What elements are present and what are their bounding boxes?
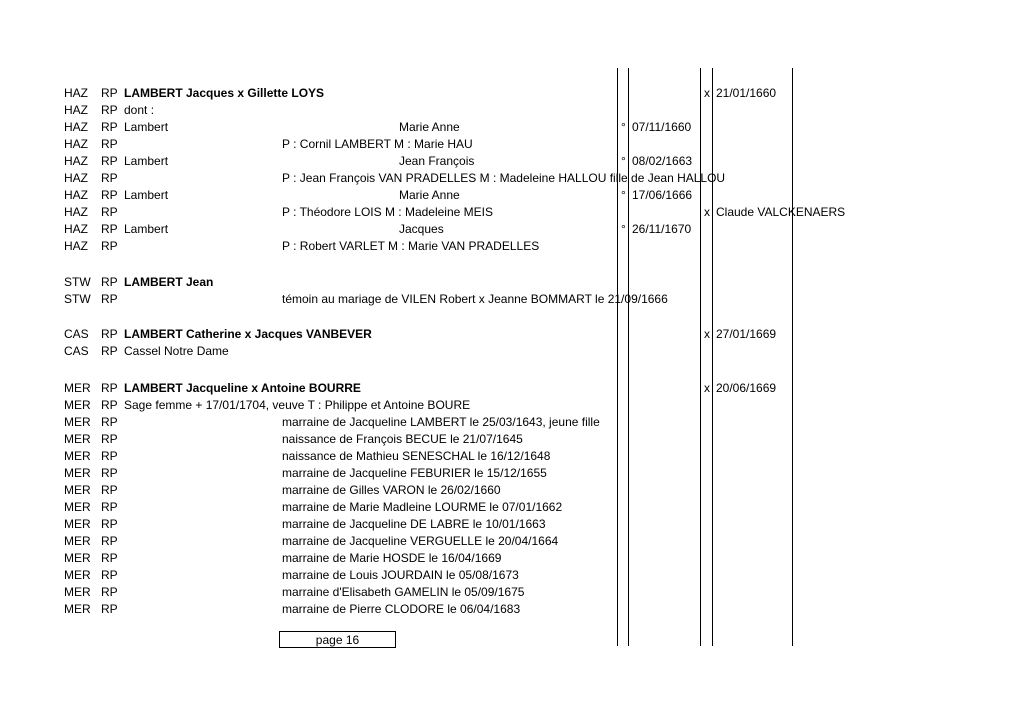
record-row bbox=[0, 380, 1024, 397]
page-number-box: page 16 bbox=[279, 631, 396, 648]
record-code: MER bbox=[64, 432, 91, 446]
record-row bbox=[0, 584, 1024, 601]
record-source: RP bbox=[101, 103, 118, 117]
birth-symbol: ° bbox=[621, 222, 626, 236]
birth-symbol: ° bbox=[621, 120, 626, 134]
record-detail: marraine de Marie HOSDE le 16/04/1669 bbox=[282, 551, 502, 565]
marriage-date: 21/01/1660 bbox=[716, 86, 777, 100]
birth-date: 26/11/1670 bbox=[632, 222, 692, 236]
record-code: HAZ bbox=[64, 222, 88, 236]
record-detail: naissance de François BECUE le 21/07/1645 bbox=[282, 432, 523, 446]
record-row bbox=[0, 499, 1024, 516]
marriage-symbol: x bbox=[704, 86, 710, 100]
record-source: RP bbox=[101, 500, 118, 514]
record-code: HAZ bbox=[64, 86, 88, 100]
record-code: HAZ bbox=[64, 239, 88, 253]
record-code: HAZ bbox=[64, 120, 88, 134]
record-surname: Lambert bbox=[124, 188, 169, 202]
record-row bbox=[0, 153, 1024, 170]
record-code: MER bbox=[64, 551, 91, 565]
birth-date: 17/06/1666 bbox=[632, 188, 693, 202]
record-code: MER bbox=[64, 398, 91, 412]
birth-date: 08/02/1663 bbox=[632, 154, 693, 168]
birth-symbol: ° bbox=[621, 188, 626, 202]
record-firstname: Marie Anne bbox=[399, 188, 460, 202]
record-title: LAMBERT Jean bbox=[124, 275, 214, 289]
record-title: LAMBERT Jacques x Gillette LOYS bbox=[124, 86, 325, 100]
record-surname: Lambert bbox=[124, 222, 169, 236]
record-code: HAZ bbox=[64, 188, 88, 202]
record-source: RP bbox=[101, 483, 118, 497]
birth-symbol: ° bbox=[621, 154, 626, 168]
record-row bbox=[0, 431, 1024, 448]
record-source: RP bbox=[101, 188, 118, 202]
record-source: RP bbox=[101, 86, 118, 100]
record-title: LAMBERT Catherine x Jacques VANBEVER bbox=[124, 327, 372, 341]
record-row bbox=[0, 187, 1024, 204]
record-firstname: Marie Anne bbox=[399, 120, 460, 134]
record-code: MER bbox=[64, 517, 91, 531]
record-source: RP bbox=[101, 171, 118, 185]
record-row bbox=[0, 601, 1024, 618]
record-detail: P : Théodore LOIS M : Madeleine MEIS bbox=[282, 205, 493, 219]
record-detail: marraine d'Elisabeth GAMELIN le 05/09/1675 bbox=[282, 585, 525, 599]
record-source: RP bbox=[101, 551, 118, 565]
record-row bbox=[0, 343, 1024, 360]
record-source: RP bbox=[101, 449, 118, 463]
record-code: MER bbox=[64, 500, 91, 514]
record-source: RP bbox=[101, 205, 118, 219]
marriage-symbol: x bbox=[704, 381, 710, 395]
record-row bbox=[0, 414, 1024, 431]
record-row bbox=[0, 516, 1024, 533]
record-source: RP bbox=[101, 415, 118, 429]
record-source: RP bbox=[101, 292, 118, 306]
record-detail: marraine de Marie Madleine LOURME le 07/01/1662 bbox=[282, 500, 563, 514]
record-firstname: Jacques bbox=[399, 222, 444, 236]
record-code: HAZ bbox=[64, 154, 88, 168]
record-row bbox=[0, 204, 1024, 221]
record-row bbox=[0, 533, 1024, 550]
record-detail: marraine de Louis JOURDAIN le 05/08/1673 bbox=[282, 568, 519, 582]
record-row bbox=[0, 291, 1024, 308]
record-row bbox=[0, 221, 1024, 238]
record-code: MER bbox=[64, 415, 91, 429]
marriage-date: 27/01/1669 bbox=[716, 327, 777, 341]
record-source: RP bbox=[101, 137, 118, 151]
record-row bbox=[0, 448, 1024, 465]
record-detail: marraine de Gilles VARON le 26/02/1660 bbox=[282, 483, 501, 497]
record-surname: Lambert bbox=[124, 120, 169, 134]
record-row bbox=[0, 170, 1024, 187]
record-source: RP bbox=[101, 398, 118, 412]
record-row bbox=[0, 567, 1024, 584]
record-text: Cassel Notre Dame bbox=[124, 344, 229, 358]
record-source: RP bbox=[101, 120, 118, 134]
record-firstname: Jean François bbox=[399, 154, 475, 168]
record-row bbox=[0, 85, 1024, 102]
record-source: RP bbox=[101, 568, 118, 582]
record-source: RP bbox=[101, 222, 118, 236]
record-detail: P : Robert VARLET M : Marie VAN PRADELLES bbox=[282, 239, 540, 253]
record-code: STW bbox=[64, 292, 91, 306]
record-row bbox=[0, 238, 1024, 255]
record-detail: témoin au mariage de VILEN Robert x Jeanne BOMMART le 21/09/1666 bbox=[282, 292, 668, 306]
record-row bbox=[0, 550, 1024, 567]
record-source: RP bbox=[101, 344, 118, 358]
record-detail: marraine de Jacqueline FEBURIER le 15/12/1655 bbox=[282, 466, 547, 480]
record-text: Sage femme + 17/01/1704, veuve T : Philippe et Antoine BOURE bbox=[124, 398, 471, 412]
record-source: RP bbox=[101, 466, 118, 480]
record-source: RP bbox=[101, 585, 118, 599]
record-code: MER bbox=[64, 483, 91, 497]
record-row bbox=[0, 482, 1024, 499]
record-source: RP bbox=[101, 275, 118, 289]
record-row bbox=[0, 136, 1024, 153]
record-code: MER bbox=[64, 534, 91, 548]
record-source: RP bbox=[101, 327, 118, 341]
record-row bbox=[0, 274, 1024, 291]
record-title: LAMBERT Jacqueline x Antoine BOURRE bbox=[124, 381, 361, 395]
record-code: MER bbox=[64, 602, 91, 616]
record-code: HAZ bbox=[64, 103, 88, 117]
record-code: MER bbox=[64, 381, 91, 395]
record-code: HAZ bbox=[64, 171, 88, 185]
record-source: RP bbox=[101, 432, 118, 446]
record-detail: marraine de Jacqueline DE LABRE le 10/01/1663 bbox=[282, 517, 546, 531]
record-code: HAZ bbox=[64, 137, 88, 151]
record-source: RP bbox=[101, 154, 118, 168]
record-detail: marraine de Pierre CLODORE le 06/04/1683 bbox=[282, 602, 521, 616]
record-code: MER bbox=[64, 466, 91, 480]
record-code: CAS bbox=[64, 327, 89, 341]
record-code: MER bbox=[64, 568, 91, 582]
record-source: RP bbox=[101, 602, 118, 616]
marriage-symbol: x bbox=[704, 205, 710, 219]
record-source: RP bbox=[101, 534, 118, 548]
record-detail: naissance de Mathieu SENESCHAL le 16/12/1648 bbox=[282, 449, 551, 463]
record-row bbox=[0, 326, 1024, 343]
record-surname: Lambert bbox=[124, 154, 169, 168]
record-code: CAS bbox=[64, 344, 89, 358]
record-code: STW bbox=[64, 275, 91, 289]
record-code: MER bbox=[64, 449, 91, 463]
record-detail: P : Cornil LAMBERT M : Marie HAU bbox=[282, 137, 473, 151]
birth-date: 07/11/1660 bbox=[632, 120, 692, 134]
record-source: RP bbox=[101, 381, 118, 395]
record-detail: P : Jean François VAN PRADELLES M : Madeleine HALLOU fille de Jean HALLOU bbox=[282, 171, 726, 185]
record-row bbox=[0, 119, 1024, 136]
marriage-spouse: Claude VALCKENAERS bbox=[716, 205, 846, 219]
record-detail: marraine de Jacqueline LAMBERT le 25/03/1643, jeune fille bbox=[282, 415, 600, 429]
record-code: HAZ bbox=[64, 205, 88, 219]
record-source: RP bbox=[101, 517, 118, 531]
record-code: MER bbox=[64, 585, 91, 599]
record-row bbox=[0, 465, 1024, 482]
record-detail: marraine de Jacqueline VERGUELLE le 20/04/1664 bbox=[282, 534, 559, 548]
marriage-date: 20/06/1669 bbox=[716, 381, 777, 395]
record-row bbox=[0, 397, 1024, 414]
marriage-symbol: x bbox=[704, 327, 710, 341]
record-text: dont : bbox=[124, 103, 155, 117]
record-row bbox=[0, 102, 1024, 119]
record-source: RP bbox=[101, 239, 118, 253]
